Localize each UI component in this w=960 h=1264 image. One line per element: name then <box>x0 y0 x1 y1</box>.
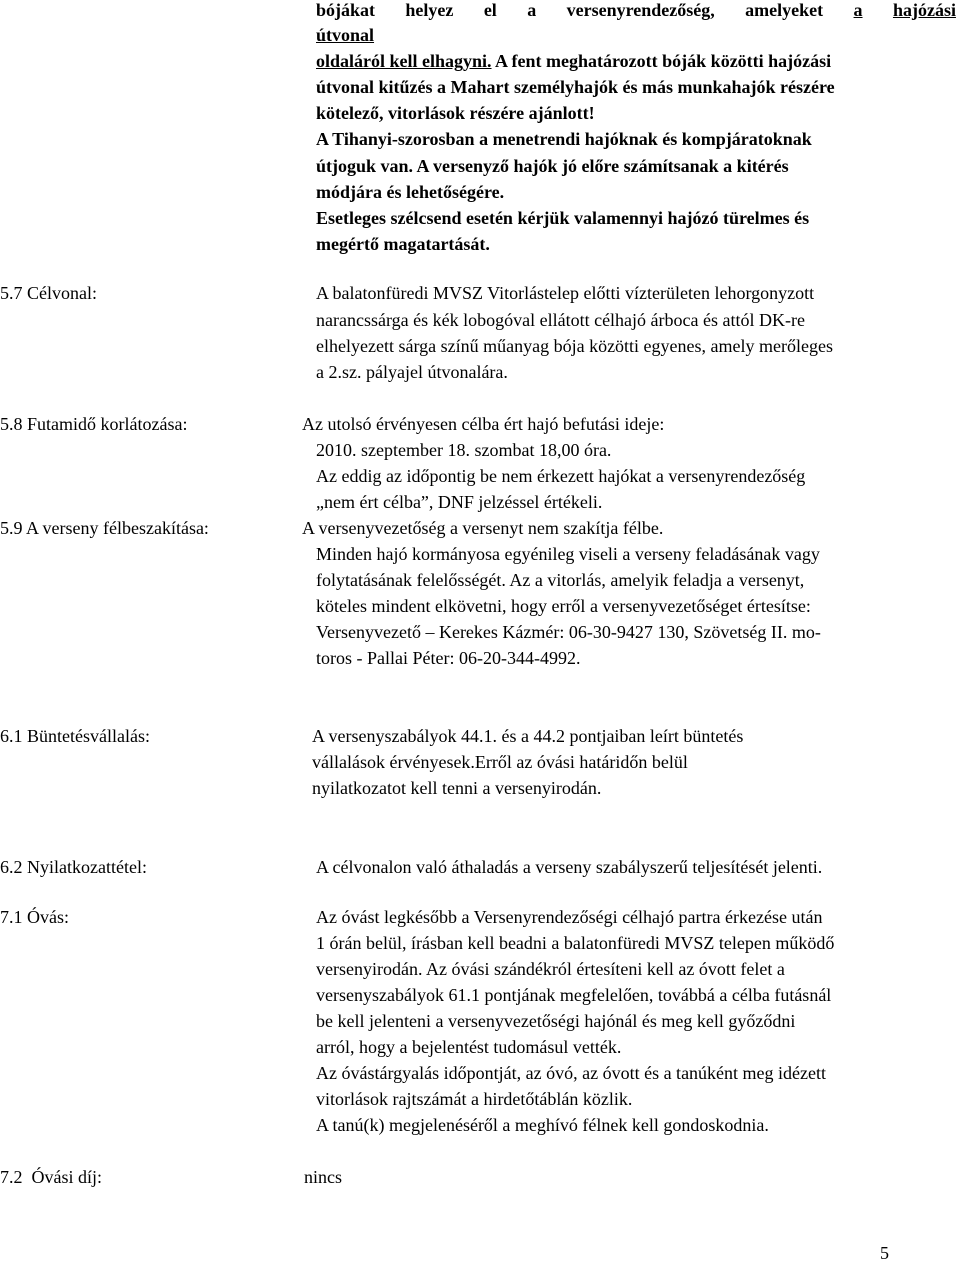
word: bójákat <box>316 0 376 20</box>
top-line-2: útvonal <box>316 25 375 45</box>
section-line: A tanú(k) megjelenéséről a meghívó félnek kell gondoskodnia. <box>316 1115 769 1135</box>
section-line: A balatonfüredi MVSZ Vitorlástelep előtti vízterületen lehorgonyzott <box>316 283 815 303</box>
section-line: Versenyvezető – Kerekes Kázmér: 06-30-9427 130, Szövetség II. mo- <box>316 622 821 642</box>
word: hajózási <box>892 0 956 20</box>
section-line: 2010. szeptember 18. szombat 18,00 óra. <box>316 440 612 460</box>
word: a <box>853 0 863 20</box>
section-line: folytatásának felelősségét. Az a vitorlás, amelyik feladja a versenyt, <box>316 570 805 590</box>
text: A fent meghatározott bóják közötti hajózási <box>491 51 832 71</box>
word: amelyeket <box>745 0 824 20</box>
section-heading: 7.1 Óvás: <box>0 907 69 927</box>
section-line: versenyirodán. Az óvási szándékról értesíteni kell az óvott felet a <box>316 959 785 979</box>
top-line-5: kötelező, vitorlások részére ajánlott! <box>316 103 595 123</box>
top-line-3 <box>316 51 831 72</box>
top-line-1 <box>316 0 956 21</box>
top-line-4: útvonal kitűzés a Mahart személyhajók és más munkahajók részére <box>316 77 835 97</box>
word: el <box>483 0 497 20</box>
section-line: versenyszabályok 61.1 pontjának megfelelően, továbbá a célba futásnál <box>316 985 832 1005</box>
section-heading: 7.2 Óvási díj: <box>0 1167 102 1187</box>
section-heading: 6.2 Nyilatkozattétel: <box>0 857 147 877</box>
section-line: nincs <box>304 1167 342 1187</box>
underlined-text: oldaláról kell elhagyni. <box>316 51 492 71</box>
word: a <box>527 0 537 20</box>
section-line: toros - Pallai Péter: 06-20-344-4992. <box>316 648 581 668</box>
section-heading: 5.9 A verseny félbeszakítása: <box>0 518 209 538</box>
section-line: „nem ért célba”, DNF jelzéssel értékeli. <box>316 492 603 512</box>
word: versenyrendezőség, <box>566 0 715 20</box>
section-line: A versenyszabályok 44.1. és a 44.2 pontjaiban leírt büntetés <box>312 726 744 746</box>
section-line: Az óvást legkésőbb a Versenyrendezőségi célhajó partra érkezése után <box>316 907 823 927</box>
word: helyez <box>405 0 454 20</box>
section-line: vitorlások rajtszámát a hirdetőtáblán közlik. <box>316 1089 633 1109</box>
section-line: elhelyezett sárga színű műanyag bója közötti egyenes, amely merőleges <box>316 336 833 356</box>
section-line: 1 órán belül, írásban kell beadni a balatonfüredi MVSZ telepen működő <box>316 933 835 953</box>
section-line: arról, hogy a bejelentést tudomásul vették. <box>316 1037 622 1057</box>
section-line: a 2.sz. pályajel útvonalára. <box>316 362 508 382</box>
section-line: Az óvástárgyalás időpontját, az óvó, az óvott és a tanúként meg idézett <box>316 1063 827 1083</box>
section-line: Az utolsó érvényesen célba ért hajó befutási ideje: <box>302 414 665 434</box>
section-line: köteles mindent elkövetni, hogy erről a versenyvezetőséget értesítse: <box>316 596 811 616</box>
top-line-6: A Tihanyi-szorosban a menetrendi hajóknak és kompjáratoknak <box>316 129 812 149</box>
section-line: A célvonalon való áthaladás a verseny szabályszerű teljesítését jelenti. <box>316 857 823 877</box>
section-heading: 5.7 Célvonal: <box>0 283 97 303</box>
section-line: Az eddig az időpontig be nem érkezett hajókat a versenyrendezőség <box>316 466 806 486</box>
section-line: A versenyvezetőség a versenyt nem szakítja félbe. <box>302 518 664 538</box>
section-heading: 5.8 Futamidő korlátozása: <box>0 414 188 434</box>
section-line: vállalások érvényesek.Erről az óvási határidőn belül <box>312 752 688 772</box>
section-line: be kell jelenteni a versenyvezetőségi hajónál és meg kell győződni <box>316 1011 796 1031</box>
section-line: nyilatkozatot kell tenni a versenyirodán. <box>312 778 602 798</box>
top-line-9: Esetleges szélcsend esetén kérjük valamennyi hajózó türelmes és <box>316 208 810 228</box>
top-line-8: módjára és lehetőségére. <box>316 182 505 202</box>
page-number: 5 <box>880 1243 889 1263</box>
top-line-10: megértő magatartását. <box>316 234 490 254</box>
section-line: narancssárga és kék lobogóval ellátott célhajó árboca és attól DK-re <box>316 310 805 330</box>
section-heading: 6.1 Büntetésvállalás: <box>0 726 150 746</box>
section-line: Minden hajó kormányosa egyénileg viseli a verseny feladásának vagy <box>316 544 820 564</box>
top-line-7: útjoguk van. A versenyző hajók jó előre számítsanak a kitérés <box>316 156 789 176</box>
